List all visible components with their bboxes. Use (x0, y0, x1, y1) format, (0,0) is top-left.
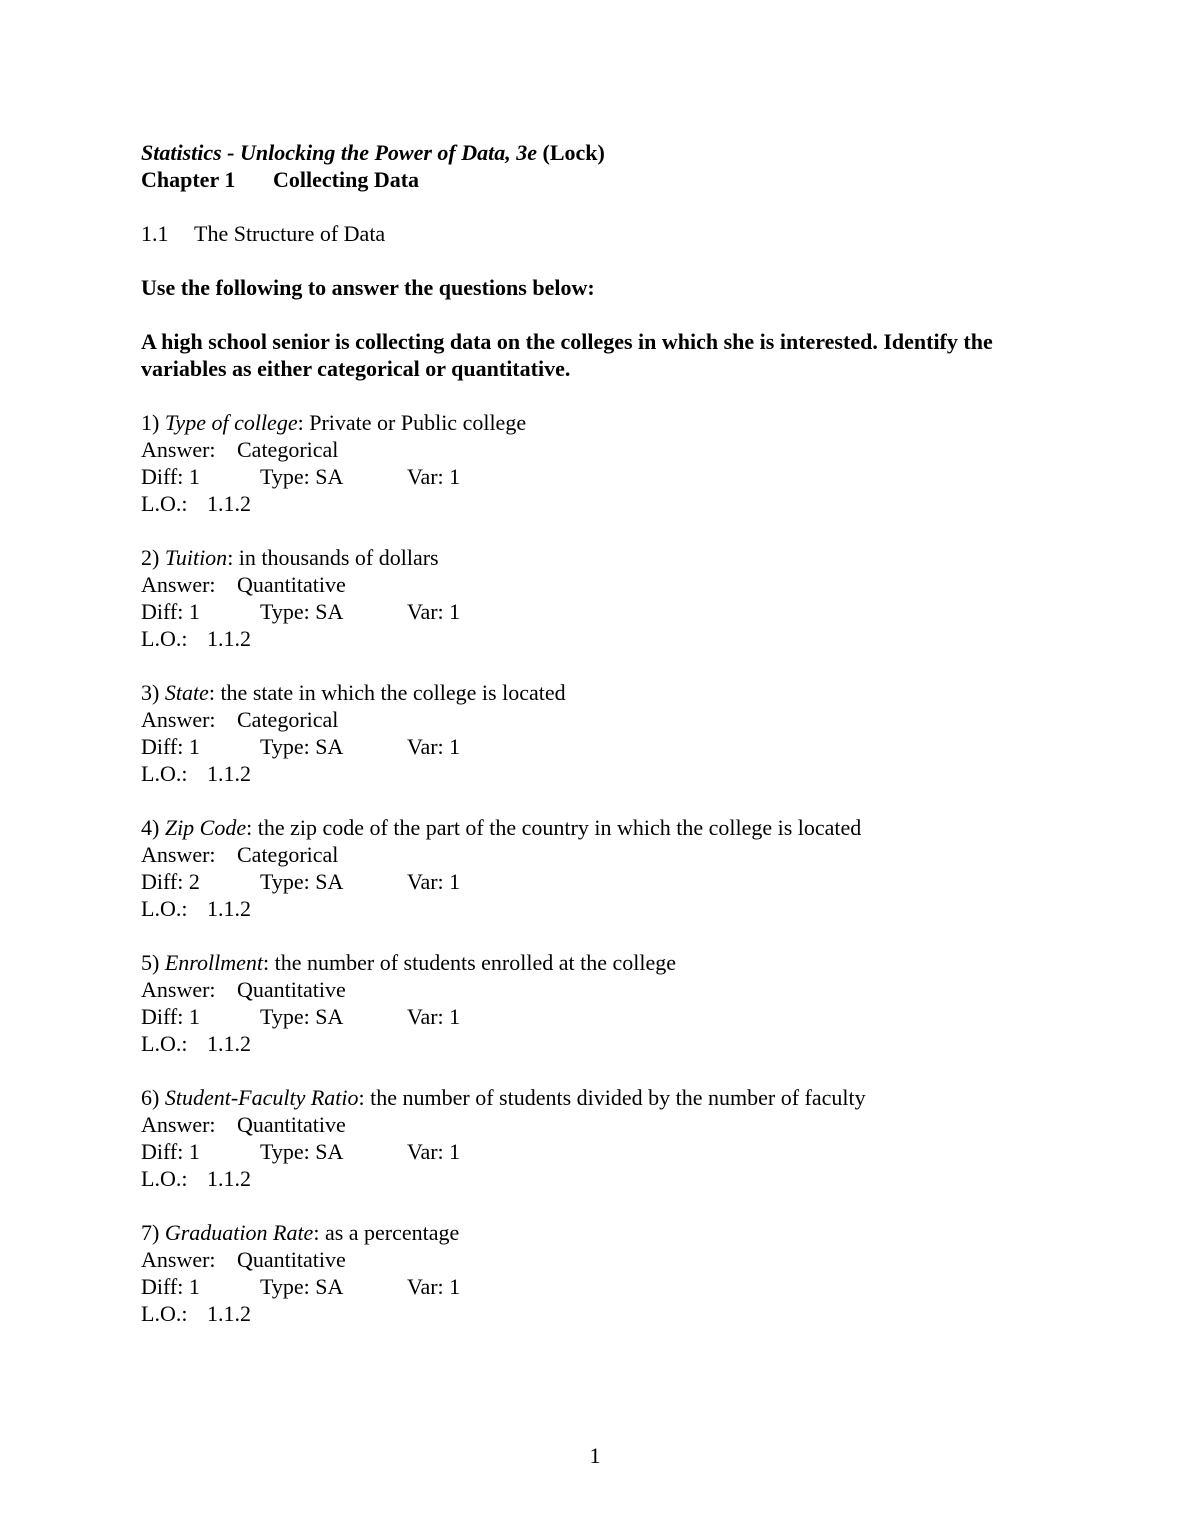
answer-value: Categorical (237, 437, 339, 462)
question-stem (141, 814, 1051, 841)
lo-label: L.O.: (141, 896, 188, 921)
page-content (141, 139, 1051, 1354)
meta-line (141, 463, 1051, 490)
answer-line (141, 976, 1051, 1003)
answer-value: Categorical (237, 707, 339, 732)
question-block (141, 1084, 1051, 1192)
section-number: 1.1 (141, 221, 169, 246)
section-heading (141, 220, 1051, 247)
question-description: : Private or Public college (297, 410, 527, 435)
question-variable: Tuition (164, 545, 228, 570)
answer-label: Answer: (141, 977, 216, 1002)
question-number: 1) (141, 410, 165, 435)
section-title: The Structure of Data (194, 221, 386, 246)
lo-value: 1.1.2 (207, 491, 251, 516)
book-author: (Lock) (537, 140, 605, 165)
answer-label: Answer: (141, 1247, 216, 1272)
answer-line (141, 571, 1051, 598)
type-value: Type: SA (260, 1004, 344, 1029)
meta-line (141, 868, 1051, 895)
scenario-text (141, 328, 1051, 382)
question-variable: Zip Code (164, 815, 247, 840)
question-variable: Student-Faculty Ratio (164, 1085, 359, 1110)
lo-line (141, 760, 1051, 787)
type-value: Type: SA (260, 599, 344, 624)
chapter-line (141, 166, 1051, 193)
answer-label: Answer: (141, 842, 216, 867)
chapter-label: Chapter 1 (141, 167, 236, 192)
page-number: 1 (589, 1443, 601, 1468)
type-value: Type: SA (260, 464, 344, 489)
var-value: Var: 1 (407, 464, 461, 489)
question-variable: Graduation Rate (164, 1220, 314, 1245)
question-variable: State (164, 680, 209, 705)
meta-line (141, 1273, 1051, 1300)
var-value: Var: 1 (407, 869, 461, 894)
book-title-line (141, 139, 1051, 166)
var-value: Var: 1 (407, 1274, 461, 1299)
question-number: 2) (141, 545, 165, 570)
answer-line (141, 841, 1051, 868)
scenario-text-line1: A high school senior is collecting data on the colleges in which she is interested. Identify the (141, 329, 993, 354)
question-number: 7) (141, 1220, 165, 1245)
lo-label: L.O.: (141, 1301, 188, 1326)
question-variable: Type of college (164, 410, 298, 435)
question-description: : the state in which the college is located (208, 680, 566, 705)
diff-value: Diff: 1 (141, 464, 200, 489)
type-value: Type: SA (260, 1274, 344, 1299)
answer-label: Answer: (141, 1112, 216, 1137)
document-header (141, 139, 1051, 193)
diff-value: Diff: 1 (141, 734, 200, 759)
lo-line (141, 625, 1051, 652)
var-value: Var: 1 (407, 1139, 461, 1164)
question-block (141, 544, 1051, 652)
lo-label: L.O.: (141, 626, 188, 651)
meta-line (141, 1138, 1051, 1165)
question-description: : in thousands of dollars (227, 545, 439, 570)
lo-label: L.O.: (141, 491, 188, 516)
lo-line (141, 1300, 1051, 1327)
meta-line (141, 733, 1051, 760)
lo-label: L.O.: (141, 1166, 188, 1191)
question-description: : the number of students divided by the number of faculty (358, 1085, 866, 1110)
var-value: Var: 1 (407, 734, 461, 759)
lo-line (141, 490, 1051, 517)
question-block (141, 814, 1051, 922)
type-value: Type: SA (260, 869, 344, 894)
diff-value: Diff: 1 (141, 1004, 200, 1029)
question-number: 5) (141, 950, 165, 975)
page-footer (0, 1442, 1190, 1469)
meta-line (141, 598, 1051, 625)
answer-label: Answer: (141, 572, 216, 597)
question-stem (141, 544, 1051, 571)
meta-line (141, 1003, 1051, 1030)
question-number: 4) (141, 815, 165, 840)
answer-label: Answer: (141, 707, 216, 732)
answer-label: Answer: (141, 437, 216, 462)
lo-value: 1.1.2 (207, 1166, 251, 1191)
lo-label: L.O.: (141, 761, 188, 786)
answer-line (141, 706, 1051, 733)
answer-line (141, 436, 1051, 463)
answer-value: Categorical (237, 842, 339, 867)
lo-label: L.O.: (141, 1031, 188, 1056)
answer-value: Quantitative (237, 977, 346, 1002)
answer-line (141, 1111, 1051, 1138)
question-number: 6) (141, 1085, 165, 1110)
diff-value: Diff: 1 (141, 599, 200, 624)
answer-value: Quantitative (237, 1247, 346, 1272)
lo-value: 1.1.2 (207, 761, 251, 786)
question-stem (141, 1084, 1051, 1111)
scenario-text-line2: variables as either categorical or quantitative. (141, 356, 571, 381)
question-stem (141, 409, 1051, 436)
question-stem (141, 949, 1051, 976)
question-block (141, 949, 1051, 1057)
diff-value: Diff: 1 (141, 1139, 200, 1164)
type-value: Type: SA (260, 1139, 344, 1164)
diff-value: Diff: 2 (141, 869, 200, 894)
question-block (141, 1219, 1051, 1327)
answer-value: Quantitative (237, 1112, 346, 1137)
question-variable: Enrollment (164, 950, 264, 975)
lo-value: 1.1.2 (207, 896, 251, 921)
lo-value: 1.1.2 (207, 1031, 251, 1056)
directions-text: Use the following to answer the questions below: (141, 275, 595, 300)
type-value: Type: SA (260, 734, 344, 759)
lo-value: 1.1.2 (207, 626, 251, 651)
question-stem (141, 679, 1051, 706)
answer-value: Quantitative (237, 572, 346, 597)
var-value: Var: 1 (407, 1004, 461, 1029)
lo-line (141, 1030, 1051, 1057)
lo-line (141, 895, 1051, 922)
book-title: Statistics - Unlocking the Power of Data, 3e (141, 140, 537, 165)
question-description: : the zip code of the part of the country in which the college is located (246, 815, 862, 840)
diff-value: Diff: 1 (141, 1274, 200, 1299)
question-stem (141, 1219, 1051, 1246)
question-block (141, 679, 1051, 787)
question-block (141, 409, 1051, 517)
var-value: Var: 1 (407, 599, 461, 624)
question-description: : the number of students enrolled at the college (263, 950, 676, 975)
chapter-title: Collecting Data (273, 167, 420, 192)
lo-line (141, 1165, 1051, 1192)
question-number: 3) (141, 680, 165, 705)
question-description: : as a percentage (313, 1220, 460, 1245)
answer-line (141, 1246, 1051, 1273)
lo-value: 1.1.2 (207, 1301, 251, 1326)
